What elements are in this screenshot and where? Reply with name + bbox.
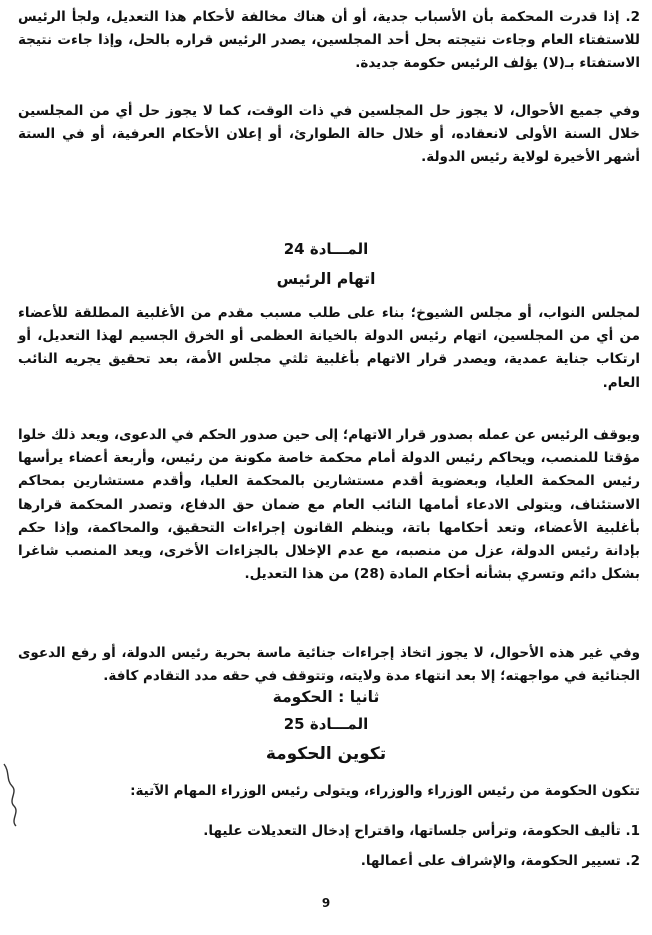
margin-scribble-mark (0, 760, 22, 830)
article-24-paragraph-1: لمجلس النواب، أو مجلس الشيوخ؛ بناء على طلب مسبب مقدم من الأغلبية المطلقة للأعضاء من أي من المجلسين، اتهام رئيس الدولة بالخيانة العظمى أو الخرق الجسيم لهذا التعديل، أو ارتكاب جناية عمدية، ويصدر قرار الاتهام بأغلبية ثلثي مجلس الأمة، بعد تحقيق يجريه النائب العام. (18, 305, 640, 391)
article-25-intro: تتكون الحكومة من رئيس الوزراء والوزراء، ويتولى رئيس الوزراء المهام الآتية: (130, 783, 640, 799)
general-conditions-paragraph: وفي جميع الأحوال، لا يجوز حل المجلسين في ذات الوقت، كما لا يجوز حل أي من المجلسين خلال السنة الأولى لانعقاده، أو خلال حالة الطوارئ، أو إعلان الأحكام العرفية، أو في الستة أشهر الأخيرة لولاية رئيس الدولة. (18, 103, 640, 166)
article-25-item-1: 1. تأليف الحكومة، وترأس جلساتها، واقتراح إدخال التعديلات عليها. (203, 823, 640, 839)
article-24-paragraph-2: ويوقف الرئيس عن عمله بصدور قرار الاتهام؛ إلى حين صدور الحكم في الدعوى، ويعد ذلك خلوا مؤقتا للمنصب، ويحاكم رئيس الدولة أمام محكمة خاصة مكونة من رئيس، وأربعة أعضاء يرأسها رئيس المحكمة العليا، وبعضوية أقدم مستشارين بالمحكمة العليا، وأقدم مستشارين بمحاكم الاستئناف، ويتولى الادعاء أمامها النائب العام مع ضمان حق الدفاع، وتصدر المحكمة قرارها بأغلبية الأعضاء، وتعد أحكامها باتة، وينظم القانون إجراءات التحقيق، والمحاكمة، وإذا حكم بإدانة رئيس الدولة، عزل من منصبه، مع عدم الإخلال بالجزاءات الأخرى، ويعد المنصب شاغرا بشكل دائم وتسري بشأنه أحكام المادة (28) من هذا التعديل. (17, 427, 640, 583)
article-25-title: تكوين الحكومة (265, 744, 387, 764)
clause-2-dissolution-paragraph: 2. إذا قدرت المحكمة بأن الأسباب جدية، أو أن هناك مخالفة لأحكام هذا التعديل، ولجأ الرئيس للاستفتاء العام وجاءت نتيجته بحل أحد المجلسين، يصدر الرئيس قراره بالحل، وإذا جاءت نتيجة الاستفتاء بـ(لا) يؤلف الرئيس حكومة جديدة. (18, 9, 640, 72)
article-25-item-2: 2. تسيير الحكومة، والإشراف على أعمالها. (360, 853, 640, 869)
section-government-heading: ثانيا : الحكومة (272, 688, 380, 706)
article-25-heading: المـــادة 25 (283, 715, 369, 733)
article-24-paragraph-3: وفي غير هذه الأحوال، لا يجوز اتخاذ إجراءات جنائية ماسة بحرية رئيس الدولة، أو رفع الدعوى الجنائية في مواجهته؛ إلا بعد انتهاء مدة ولايته، وتتوقف في حقه مدد التقادم كافة. (18, 645, 640, 685)
article-24-heading: المـــادة 24 (283, 240, 369, 258)
page-number: 9 (321, 896, 331, 910)
article-24-title: اتهام الرئيس (276, 270, 376, 288)
